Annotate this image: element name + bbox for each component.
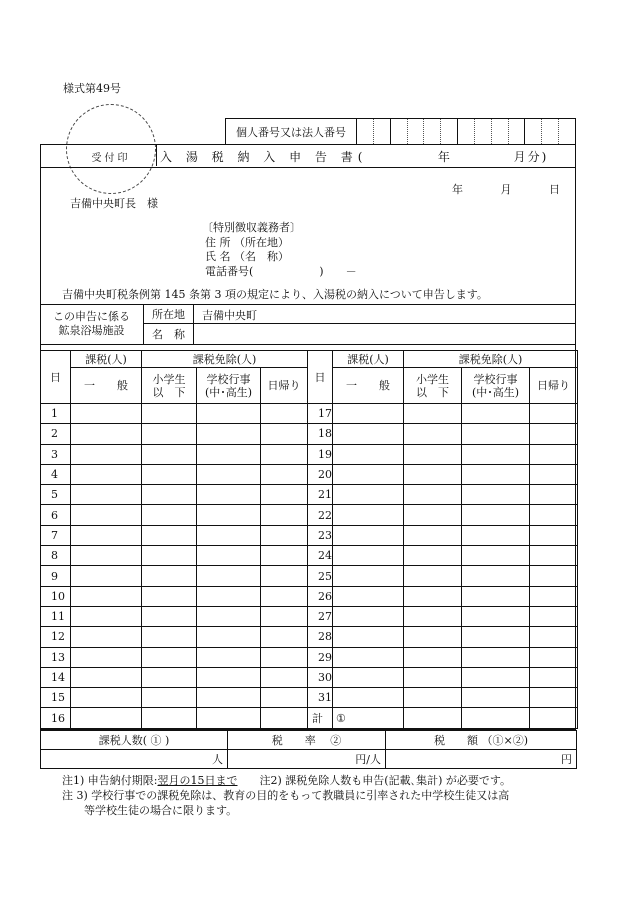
table-row [41, 404, 308, 424]
dayuse-cell[interactable] [530, 485, 578, 505]
school-event-cell[interactable] [197, 647, 261, 667]
day-number: 15 [41, 688, 71, 708]
table-row [308, 546, 578, 566]
elementary-cell[interactable] [404, 647, 462, 667]
school-event-cell[interactable] [197, 606, 261, 626]
declaration-text: 吉備中央町税条例第 145 条第 3 項の規定により、入湯税の納入について申告します。 [62, 288, 488, 301]
date-line: 年 月 日 [452, 183, 560, 196]
dayuse-cell[interactable] [261, 485, 308, 505]
dayuse-cell[interactable] [530, 444, 578, 464]
day-number: 28 [308, 627, 333, 647]
tax-rate-field[interactable]: 円/人 [228, 750, 386, 769]
general-cell[interactable] [71, 444, 142, 464]
dayuse-cell[interactable] [530, 667, 578, 687]
name-key: 名 称 [144, 324, 194, 344]
table-row [41, 566, 308, 586]
dayuse-cell[interactable] [530, 546, 578, 566]
day-number: 20 [308, 464, 333, 484]
daily-table-right [307, 350, 578, 729]
elementary-cell[interactable] [404, 485, 462, 505]
tax-amount-field[interactable]: 円 [386, 750, 577, 769]
dayuse-cell[interactable] [261, 404, 308, 424]
general-cell[interactable] [333, 444, 404, 464]
general-cell[interactable] [333, 606, 404, 626]
dayuse-cell[interactable] [530, 424, 578, 444]
dayuse-cell[interactable] [261, 708, 308, 728]
elementary-cell[interactable] [142, 404, 197, 424]
form-title: 入 湯 税 納 入 申 告 書( 年 月分) [160, 150, 549, 164]
dayuse-cell[interactable] [261, 444, 308, 464]
table-row [41, 647, 308, 667]
elementary-cell[interactable] [404, 404, 462, 424]
general-cell[interactable] [71, 688, 142, 708]
elementary-cell[interactable] [404, 688, 462, 708]
table-row [308, 627, 578, 647]
elementary-cell[interactable] [142, 485, 197, 505]
school-event-cell[interactable] [197, 708, 261, 728]
note-3-line1: 注 3) 学校行事での課税免除は、教育の目的をもって教職員に引率された中学校生徒又は高 [62, 789, 510, 802]
school-event-cell[interactable] [462, 566, 530, 586]
dayuse-cell[interactable] [261, 667, 308, 687]
notes [62, 773, 511, 818]
tax-amount-header: 税 額 （①×②) [386, 731, 577, 750]
school-event-cell[interactable] [197, 525, 261, 545]
school-event-cell[interactable] [197, 688, 261, 708]
general-cell[interactable] [333, 525, 404, 545]
table-row [41, 586, 308, 606]
dayuse-cell[interactable] [530, 505, 578, 525]
elementary-cell[interactable] [142, 708, 197, 728]
day-number: 21 [308, 485, 333, 505]
dayuse-cell[interactable] [530, 688, 578, 708]
school-event-cell[interactable] [197, 505, 261, 525]
day-number: 12 [41, 627, 71, 647]
dayuse-cell[interactable] [261, 505, 308, 525]
school-event-cell[interactable] [462, 444, 530, 464]
elementary-header: 小学生 以 下 [142, 368, 197, 404]
total-general-cell[interactable]: ① [333, 708, 404, 728]
general-cell[interactable] [71, 667, 142, 687]
general-cell[interactable] [71, 647, 142, 667]
day-number: 11 [41, 606, 71, 626]
deadline: 翌月の15日まで [157, 774, 238, 787]
collector-phone: 電話番号( ) － [205, 264, 357, 278]
elementary-cell[interactable] [404, 546, 462, 566]
dayuse-cell[interactable] [530, 464, 578, 484]
exempt-header: 課税免除(人) [404, 351, 578, 368]
school-event-cell[interactable] [462, 606, 530, 626]
tax-count-field[interactable]: 人 [41, 750, 228, 769]
general-cell[interactable] [333, 627, 404, 647]
day-header: 日 [41, 351, 71, 404]
dayuse-cell[interactable] [261, 647, 308, 667]
id-number-cells[interactable] [357, 119, 575, 144]
general-cell[interactable] [71, 424, 142, 444]
school-event-cell[interactable] [197, 627, 261, 647]
elementary-cell[interactable] [142, 546, 197, 566]
table-row [41, 505, 308, 525]
school-event-cell[interactable] [197, 444, 261, 464]
table-row [308, 424, 578, 444]
form-number: 様式第49号 [63, 82, 121, 95]
dayuse-header: 日帰り [530, 368, 578, 404]
school-event-cell[interactable] [197, 464, 261, 484]
school-event-cell[interactable] [462, 688, 530, 708]
elementary-cell[interactable] [142, 566, 197, 586]
taxed-header: 課税(人) [71, 351, 142, 368]
elementary-cell[interactable] [142, 647, 197, 667]
collector-header: 〔特別徴収義務者〕 [202, 221, 301, 234]
total-dayuse-cell[interactable] [530, 708, 578, 728]
dayuse-cell[interactable] [261, 546, 308, 566]
general-cell[interactable] [71, 708, 142, 728]
day-number: 19 [308, 444, 333, 464]
day-number: 2 [41, 424, 71, 444]
school-event-cell[interactable] [462, 424, 530, 444]
day-number: 31 [308, 688, 333, 708]
elementary-cell[interactable] [404, 606, 462, 626]
table-row [41, 667, 308, 687]
total-school-event-cell[interactable] [462, 708, 530, 728]
school-event-cell[interactable] [197, 566, 261, 586]
dayuse-cell[interactable] [530, 586, 578, 606]
summary-section [40, 730, 576, 768]
dayuse-cell[interactable] [261, 566, 308, 586]
table-row [41, 424, 308, 444]
day-number: 30 [308, 667, 333, 687]
school-event-cell[interactable] [197, 667, 261, 687]
elementary-cell[interactable] [404, 424, 462, 444]
elementary-cell[interactable] [404, 566, 462, 586]
dayuse-cell[interactable] [261, 688, 308, 708]
elementary-cell[interactable] [142, 525, 197, 545]
table-row [41, 688, 308, 708]
location-value: 吉備中央町 [202, 309, 257, 322]
general-cell[interactable] [333, 688, 404, 708]
tax-rate-header: 税 率 ② [228, 731, 386, 750]
facility-location-row[interactable] [144, 304, 576, 324]
dayuse-cell[interactable] [530, 525, 578, 545]
dayuse-cell[interactable] [261, 606, 308, 626]
stamp-label: 受付印 [91, 153, 131, 164]
taxed-header: 課税(人) [333, 351, 404, 368]
table-row [308, 606, 578, 626]
general-cell[interactable] [333, 505, 404, 525]
table-row [41, 444, 308, 464]
general-cell[interactable] [333, 667, 404, 687]
general-cell[interactable] [71, 505, 142, 525]
elementary-cell[interactable] [404, 525, 462, 545]
id-number-label: 個人番号又は法人番号 [226, 119, 357, 144]
table-row [41, 627, 308, 647]
general-cell[interactable] [333, 586, 404, 606]
divider [40, 344, 576, 345]
elementary-cell[interactable] [404, 444, 462, 464]
table-row [41, 525, 308, 545]
collector-address: 住 所 （所在地） [205, 235, 289, 249]
table-row [308, 647, 578, 667]
day-number: 6 [41, 505, 71, 525]
school-event-cell[interactable] [462, 464, 530, 484]
school-event-cell[interactable] [197, 424, 261, 444]
day-number: 3 [41, 444, 71, 464]
dayuse-cell[interactable] [530, 404, 578, 424]
table-row [308, 525, 578, 545]
tax-count-header: 課税人数( ① ) [41, 731, 228, 750]
school-event-cell[interactable] [462, 505, 530, 525]
dayuse-cell[interactable] [261, 627, 308, 647]
id-number-box [225, 118, 576, 144]
table-row [308, 667, 578, 687]
school-event-cell[interactable] [462, 404, 530, 424]
day-number: 7 [41, 525, 71, 545]
note-3-line2: 等学校生徒の場合に限ります。 [84, 804, 238, 817]
day-number: 25 [308, 566, 333, 586]
dayuse-cell[interactable] [530, 606, 578, 626]
elementary-cell[interactable] [142, 586, 197, 606]
elementary-cell[interactable] [142, 606, 197, 626]
general-header: 一 般 [71, 368, 142, 404]
day-number: 1 [41, 404, 71, 424]
school-event-cell[interactable] [462, 525, 530, 545]
general-cell[interactable] [333, 546, 404, 566]
total-row [308, 708, 578, 728]
elementary-cell[interactable] [404, 505, 462, 525]
table-row [308, 586, 578, 606]
general-cell[interactable] [333, 566, 404, 586]
school-event-header: 学校行事 (中･高生) [197, 368, 261, 404]
table-row [41, 708, 308, 728]
general-cell[interactable] [71, 586, 142, 606]
dayuse-cell[interactable] [530, 647, 578, 667]
day-number: 26 [308, 586, 333, 606]
elementary-cell[interactable] [142, 688, 197, 708]
dayuse-cell[interactable] [261, 586, 308, 606]
table-row [308, 464, 578, 484]
table-row [308, 444, 578, 464]
school-event-cell[interactable] [197, 586, 261, 606]
facility-label: この申告に係る 鉱泉浴場施設 [40, 304, 144, 344]
elementary-cell[interactable] [142, 667, 197, 687]
day-number: 24 [308, 546, 333, 566]
addressee: 吉備中央町長 様 [70, 197, 158, 210]
dayuse-header: 日帰り [261, 368, 308, 404]
table-row [308, 566, 578, 586]
table-row [41, 485, 308, 505]
collector-name: 氏 名 （名 称） [205, 250, 289, 263]
elementary-cell[interactable] [404, 464, 462, 484]
day-number: 4 [41, 464, 71, 484]
day-number: 29 [308, 647, 333, 667]
day-header: 日 [308, 351, 333, 404]
table-row [308, 505, 578, 525]
day-number: 13 [41, 647, 71, 667]
school-event-cell[interactable] [197, 546, 261, 566]
table-row [41, 546, 308, 566]
total-label: 計 [308, 708, 333, 728]
day-number: 16 [41, 708, 71, 728]
elementary-header: 小学生 以 下 [404, 368, 462, 404]
day-number: 27 [308, 606, 333, 626]
school-event-cell[interactable] [462, 667, 530, 687]
general-cell[interactable] [71, 566, 142, 586]
facility-name-row[interactable] [144, 324, 576, 344]
dayuse-cell[interactable] [530, 566, 578, 586]
elementary-cell[interactable] [142, 627, 197, 647]
table-row [41, 464, 308, 484]
general-header: 一 般 [333, 368, 404, 404]
location-key: 所在地 [144, 304, 194, 323]
special-collector-block [202, 221, 357, 279]
elementary-cell[interactable] [142, 444, 197, 464]
facility-section [40, 304, 576, 344]
general-cell[interactable] [71, 404, 142, 424]
total-elementary-cell[interactable] [404, 708, 462, 728]
school-event-cell[interactable] [197, 485, 261, 505]
table-row [308, 485, 578, 505]
table-row [308, 404, 578, 424]
elementary-cell[interactable] [142, 464, 197, 484]
school-event-cell[interactable] [462, 647, 530, 667]
general-cell[interactable] [71, 546, 142, 566]
exempt-header: 課税免除(人) [142, 351, 308, 368]
school-event-cell[interactable] [462, 586, 530, 606]
elementary-cell[interactable] [404, 667, 462, 687]
day-number: 9 [41, 566, 71, 586]
day-number: 5 [41, 485, 71, 505]
day-number: 10 [41, 586, 71, 606]
general-cell[interactable] [333, 424, 404, 444]
table-row [41, 606, 308, 626]
general-cell[interactable] [71, 464, 142, 484]
dayuse-cell[interactable] [261, 424, 308, 444]
day-number: 17 [308, 404, 333, 424]
table-row [308, 688, 578, 708]
general-cell[interactable] [71, 606, 142, 626]
school-event-header: 学校行事 (中･高生) [462, 368, 530, 404]
school-event-cell[interactable] [462, 485, 530, 505]
school-event-cell[interactable] [462, 627, 530, 647]
elementary-cell[interactable] [142, 505, 197, 525]
daily-table-left [40, 350, 308, 729]
day-number: 8 [41, 546, 71, 566]
general-cell[interactable] [71, 525, 142, 545]
day-number: 14 [41, 667, 71, 687]
elementary-cell[interactable] [404, 586, 462, 606]
general-cell[interactable] [71, 627, 142, 647]
general-cell[interactable] [333, 647, 404, 667]
general-cell[interactable] [333, 485, 404, 505]
general-cell[interactable] [333, 464, 404, 484]
general-cell[interactable] [333, 404, 404, 424]
elementary-cell[interactable] [404, 627, 462, 647]
day-number: 18 [308, 424, 333, 444]
elementary-cell[interactable] [142, 424, 197, 444]
dayuse-cell[interactable] [261, 525, 308, 545]
school-event-cell[interactable] [462, 546, 530, 566]
school-event-cell[interactable] [197, 404, 261, 424]
note-1-2: 注1) 申告納付期限:翌月の15日まで 注2) 課税免除人数も申告(記載､集計) が必要です。 [62, 774, 511, 787]
dayuse-cell[interactable] [261, 464, 308, 484]
day-number: 23 [308, 525, 333, 545]
dayuse-cell[interactable] [530, 627, 578, 647]
general-cell[interactable] [71, 485, 142, 505]
day-number: 22 [308, 505, 333, 525]
